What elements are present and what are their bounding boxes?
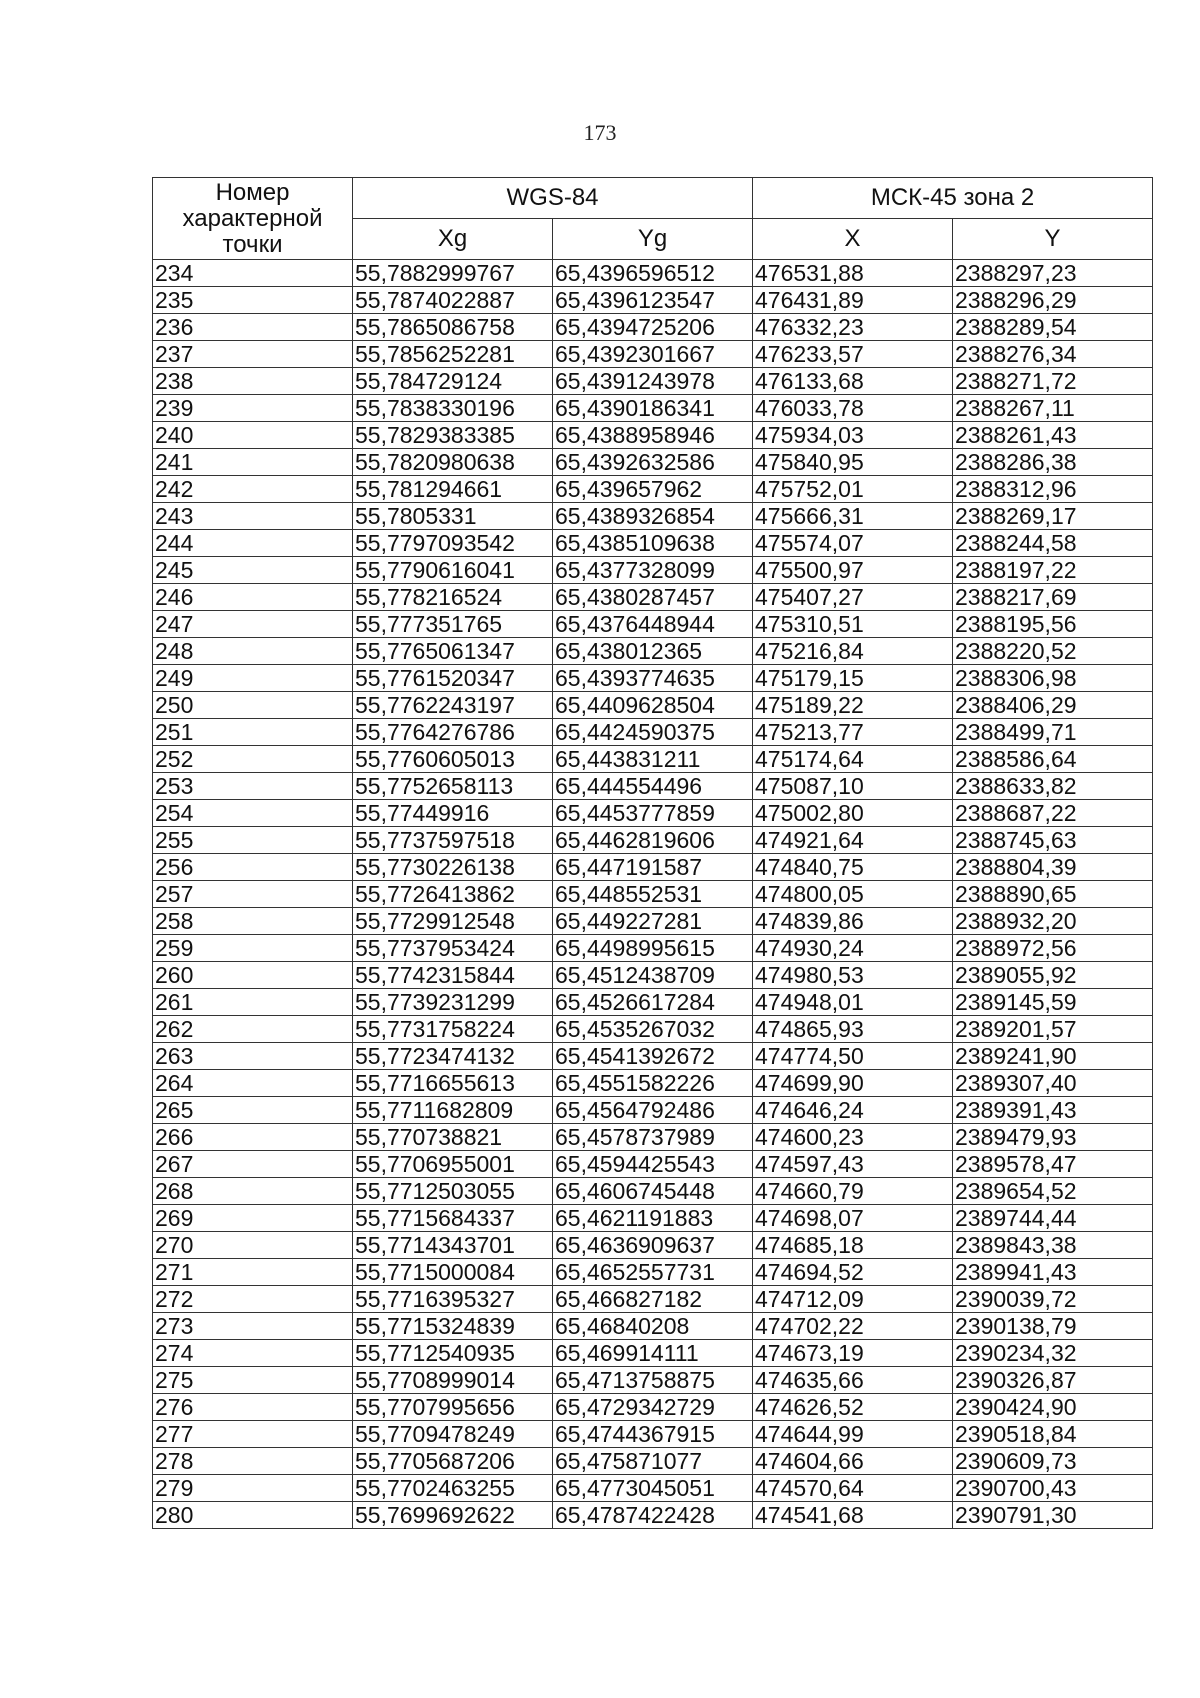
cell-xg: 55,7737597518 — [353, 827, 553, 854]
cell-yg: 65,4512438709 — [553, 962, 753, 989]
cell-xg: 55,7865086758 — [353, 314, 553, 341]
cell-x: 474541,68 — [753, 1502, 953, 1529]
cell-y: 2389941,43 — [953, 1259, 1153, 1286]
cell-xg: 55,7726413862 — [353, 881, 553, 908]
cell-y: 2390234,32 — [953, 1340, 1153, 1367]
cell-yg: 65,4389326854 — [553, 503, 753, 530]
cell-point-number: 274 — [153, 1340, 353, 1367]
cell-point-number: 258 — [153, 908, 353, 935]
cell-point-number: 259 — [153, 935, 353, 962]
cell-yg: 65,4773045051 — [553, 1475, 753, 1502]
cell-x: 476431,89 — [753, 287, 953, 314]
cell-y: 2388804,39 — [953, 854, 1153, 881]
cell-point-number: 253 — [153, 773, 353, 800]
cell-xg: 55,7712540935 — [353, 1340, 553, 1367]
cell-y: 2388289,54 — [953, 314, 1153, 341]
table-row — [153, 908, 1153, 935]
cell-y: 2388633,82 — [953, 773, 1153, 800]
cell-point-number: 249 — [153, 665, 353, 692]
table-row — [153, 1421, 1153, 1448]
cell-yg: 65,4385109638 — [553, 530, 753, 557]
cell-point-number: 276 — [153, 1394, 353, 1421]
cell-point-number: 252 — [153, 746, 353, 773]
cell-y: 2390609,73 — [953, 1448, 1153, 1475]
header-point-number: Номер характерной точки — [153, 178, 353, 260]
cell-point-number: 266 — [153, 1124, 353, 1151]
cell-xg: 55,7711682809 — [353, 1097, 553, 1124]
cell-yg: 65,4729342729 — [553, 1394, 753, 1421]
cell-x: 476332,23 — [753, 314, 953, 341]
cell-y: 2388745,63 — [953, 827, 1153, 854]
cell-x: 474597,43 — [753, 1151, 953, 1178]
table-row — [153, 1286, 1153, 1313]
cell-y: 2388271,72 — [953, 368, 1153, 395]
table-row — [153, 1232, 1153, 1259]
cell-xg: 55,7709478249 — [353, 1421, 553, 1448]
table-row — [153, 557, 1153, 584]
cell-x: 475840,95 — [753, 449, 953, 476]
cell-y: 2388932,20 — [953, 908, 1153, 935]
cell-point-number: 235 — [153, 287, 353, 314]
header-wgs84-group: WGS-84 — [353, 178, 753, 219]
cell-xg: 55,7729912548 — [353, 908, 553, 935]
cell-xg: 55,7715684337 — [353, 1205, 553, 1232]
cell-y: 2388220,52 — [953, 638, 1153, 665]
cell-yg: 65,475871077 — [553, 1448, 753, 1475]
cell-point-number: 268 — [153, 1178, 353, 1205]
cell-xg: 55,7838330196 — [353, 395, 553, 422]
cell-point-number: 275 — [153, 1367, 353, 1394]
cell-yg: 65,447191587 — [553, 854, 753, 881]
cell-xg: 55,7707995656 — [353, 1394, 553, 1421]
header-x: X — [753, 219, 953, 260]
cell-x: 474930,24 — [753, 935, 953, 962]
cell-y: 2388276,34 — [953, 341, 1153, 368]
cell-xg: 55,7699692622 — [353, 1502, 553, 1529]
page-number: 173 — [583, 120, 617, 145]
cell-yg: 65,4621191883 — [553, 1205, 753, 1232]
table-row — [153, 1151, 1153, 1178]
cell-xg: 55,7856252281 — [353, 341, 553, 368]
table-row — [153, 1367, 1153, 1394]
cell-x: 474600,23 — [753, 1124, 953, 1151]
cell-xg: 55,7874022887 — [353, 287, 553, 314]
header-yg: Yg — [553, 219, 753, 260]
cell-xg: 55,7797093542 — [353, 530, 553, 557]
table-row — [153, 314, 1153, 341]
cell-yg: 65,4541392672 — [553, 1043, 753, 1070]
table-row — [153, 1502, 1153, 1529]
table-row — [153, 530, 1153, 557]
table-row — [153, 611, 1153, 638]
cell-xg: 55,7805331 — [353, 503, 553, 530]
cell-point-number: 271 — [153, 1259, 353, 1286]
cell-y: 2389391,43 — [953, 1097, 1153, 1124]
cell-x: 475174,64 — [753, 746, 953, 773]
cell-point-number: 270 — [153, 1232, 353, 1259]
cell-point-number: 267 — [153, 1151, 353, 1178]
cell-yg: 65,4606745448 — [553, 1178, 753, 1205]
cell-yg: 65,4564792486 — [553, 1097, 753, 1124]
cell-yg: 65,4377328099 — [553, 557, 753, 584]
header-y: Y — [953, 219, 1153, 260]
table-row — [153, 1178, 1153, 1205]
cell-y: 2388499,71 — [953, 719, 1153, 746]
cell-x: 474660,79 — [753, 1178, 953, 1205]
cell-y: 2388972,56 — [953, 935, 1153, 962]
cell-yg: 65,4376448944 — [553, 611, 753, 638]
cell-yg: 65,469914111 — [553, 1340, 753, 1367]
table-row — [153, 638, 1153, 665]
cell-yg: 65,443831211 — [553, 746, 753, 773]
cell-point-number: 262 — [153, 1016, 353, 1043]
cell-yg: 65,4713758875 — [553, 1367, 753, 1394]
cell-xg: 55,7752658113 — [353, 773, 553, 800]
table-row — [153, 1475, 1153, 1502]
cell-yg: 65,438012365 — [553, 638, 753, 665]
cell-point-number: 264 — [153, 1070, 353, 1097]
cell-yg: 65,444554496 — [553, 773, 753, 800]
cell-yg: 65,4394725206 — [553, 314, 753, 341]
cell-point-number: 277 — [153, 1421, 353, 1448]
table-row — [153, 503, 1153, 530]
table-row — [153, 854, 1153, 881]
cell-point-number: 239 — [153, 395, 353, 422]
cell-yg: 65,4498995615 — [553, 935, 753, 962]
table-row — [153, 449, 1153, 476]
cell-x: 475666,31 — [753, 503, 953, 530]
cell-point-number: 260 — [153, 962, 353, 989]
cell-yg: 65,4551582226 — [553, 1070, 753, 1097]
cell-xg: 55,7706955001 — [353, 1151, 553, 1178]
cell-x: 475752,01 — [753, 476, 953, 503]
cell-y: 2389578,47 — [953, 1151, 1153, 1178]
cell-yg: 65,4380287457 — [553, 584, 753, 611]
table-row — [153, 800, 1153, 827]
cell-yg: 65,4526617284 — [553, 989, 753, 1016]
cell-x: 476233,57 — [753, 341, 953, 368]
cell-x: 474774,50 — [753, 1043, 953, 1070]
cell-point-number: 280 — [153, 1502, 353, 1529]
cell-point-number: 272 — [153, 1286, 353, 1313]
cell-point-number: 247 — [153, 611, 353, 638]
cell-y: 2389479,93 — [953, 1124, 1153, 1151]
cell-xg: 55,778216524 — [353, 584, 553, 611]
table-row — [153, 1448, 1153, 1475]
table-row — [153, 1016, 1153, 1043]
cell-y: 2389843,38 — [953, 1232, 1153, 1259]
cell-xg: 55,7765061347 — [353, 638, 553, 665]
cell-point-number: 234 — [153, 260, 353, 287]
cell-yg: 65,4393774635 — [553, 665, 753, 692]
cell-point-number: 256 — [153, 854, 353, 881]
cell-y: 2388244,58 — [953, 530, 1153, 557]
cell-x: 474635,66 — [753, 1367, 953, 1394]
cell-y: 2390700,43 — [953, 1475, 1153, 1502]
cell-xg: 55,7820980638 — [353, 449, 553, 476]
cell-xg: 55,781294661 — [353, 476, 553, 503]
cell-xg: 55,770738821 — [353, 1124, 553, 1151]
cell-point-number: 273 — [153, 1313, 353, 1340]
cell-x: 476133,68 — [753, 368, 953, 395]
cell-point-number: 244 — [153, 530, 353, 557]
cell-xg: 55,7762243197 — [353, 692, 553, 719]
cell-x: 475087,10 — [753, 773, 953, 800]
cell-x: 474604,66 — [753, 1448, 953, 1475]
cell-yg: 65,4535267032 — [553, 1016, 753, 1043]
cell-y: 2388217,69 — [953, 584, 1153, 611]
cell-yg: 65,449227281 — [553, 908, 753, 935]
cell-x: 474921,64 — [753, 827, 953, 854]
cell-x: 474980,53 — [753, 962, 953, 989]
cell-point-number: 254 — [153, 800, 353, 827]
cell-x: 474839,86 — [753, 908, 953, 935]
cell-y: 2389055,92 — [953, 962, 1153, 989]
table-row — [153, 287, 1153, 314]
cell-yg: 65,4744367915 — [553, 1421, 753, 1448]
cell-y: 2390424,90 — [953, 1394, 1153, 1421]
table-row — [153, 1124, 1153, 1151]
cell-x: 474865,93 — [753, 1016, 953, 1043]
cell-x: 475934,03 — [753, 422, 953, 449]
cell-point-number: 269 — [153, 1205, 353, 1232]
table-body — [153, 260, 1153, 1529]
cell-yg: 65,4636909637 — [553, 1232, 753, 1259]
table-row — [153, 1313, 1153, 1340]
cell-x: 476033,78 — [753, 395, 953, 422]
cell-y: 2388297,23 — [953, 260, 1153, 287]
cell-xg: 55,7714343701 — [353, 1232, 553, 1259]
cell-x: 474570,64 — [753, 1475, 953, 1502]
cell-point-number: 263 — [153, 1043, 353, 1070]
cell-x: 474800,05 — [753, 881, 953, 908]
cell-y: 2388261,43 — [953, 422, 1153, 449]
cell-x: 474699,90 — [753, 1070, 953, 1097]
cell-x: 475002,80 — [753, 800, 953, 827]
cell-y: 2388890,65 — [953, 881, 1153, 908]
cell-point-number: 238 — [153, 368, 353, 395]
cell-xg: 55,784729124 — [353, 368, 553, 395]
cell-y: 2388687,22 — [953, 800, 1153, 827]
cell-point-number: 242 — [153, 476, 353, 503]
cell-point-number: 279 — [153, 1475, 353, 1502]
cell-point-number: 243 — [153, 503, 353, 530]
cell-yg: 65,4388958946 — [553, 422, 753, 449]
cell-xg: 55,7731758224 — [353, 1016, 553, 1043]
cell-point-number: 265 — [153, 1097, 353, 1124]
cell-y: 2388296,29 — [953, 287, 1153, 314]
cell-x: 474694,52 — [753, 1259, 953, 1286]
cell-yg: 65,4787422428 — [553, 1502, 753, 1529]
cell-y: 2388406,29 — [953, 692, 1153, 719]
cell-x: 475500,97 — [753, 557, 953, 584]
cell-yg: 65,439657962 — [553, 476, 753, 503]
cell-y: 2389307,40 — [953, 1070, 1153, 1097]
table-row — [153, 746, 1153, 773]
cell-x: 475407,27 — [753, 584, 953, 611]
cell-yg: 65,4652557731 — [553, 1259, 753, 1286]
cell-xg: 55,7882999767 — [353, 260, 553, 287]
cell-yg: 65,46840208 — [553, 1313, 753, 1340]
cell-xg: 55,7716395327 — [353, 1286, 553, 1313]
cell-x: 474712,09 — [753, 1286, 953, 1313]
table-row — [153, 935, 1153, 962]
cell-xg: 55,7764276786 — [353, 719, 553, 746]
cell-x: 475574,07 — [753, 530, 953, 557]
cell-y: 2388269,17 — [953, 503, 1153, 530]
cell-xg: 55,7712503055 — [353, 1178, 553, 1205]
cell-point-number: 257 — [153, 881, 353, 908]
cell-y: 2390518,84 — [953, 1421, 1153, 1448]
cell-yg: 65,4594425543 — [553, 1151, 753, 1178]
cell-point-number: 251 — [153, 719, 353, 746]
cell-y: 2388195,56 — [953, 611, 1153, 638]
cell-x: 474644,99 — [753, 1421, 953, 1448]
cell-point-number: 237 — [153, 341, 353, 368]
cell-point-number: 245 — [153, 557, 353, 584]
table-row — [153, 773, 1153, 800]
cell-y: 2390039,72 — [953, 1286, 1153, 1313]
cell-y: 2390138,79 — [953, 1313, 1153, 1340]
table-row — [153, 341, 1153, 368]
cell-yg: 65,4453777859 — [553, 800, 753, 827]
cell-point-number: 250 — [153, 692, 353, 719]
table-row — [153, 1259, 1153, 1286]
table-row — [153, 827, 1153, 854]
cell-xg: 55,7739231299 — [353, 989, 553, 1016]
table-row — [153, 1043, 1153, 1070]
cell-yg: 65,4396123547 — [553, 287, 753, 314]
table-row — [153, 395, 1153, 422]
cell-point-number: 248 — [153, 638, 353, 665]
cell-yg: 65,466827182 — [553, 1286, 753, 1313]
table-row — [153, 881, 1153, 908]
table-row — [153, 1394, 1153, 1421]
cell-y: 2388312,96 — [953, 476, 1153, 503]
cell-xg: 55,7702463255 — [353, 1475, 553, 1502]
cell-x: 474673,19 — [753, 1340, 953, 1367]
cell-xg: 55,7708999014 — [353, 1367, 553, 1394]
cell-point-number: 246 — [153, 584, 353, 611]
table-row — [153, 422, 1153, 449]
cell-x: 474698,07 — [753, 1205, 953, 1232]
cell-yg: 65,4409628504 — [553, 692, 753, 719]
cell-y: 2388586,64 — [953, 746, 1153, 773]
cell-x: 476531,88 — [753, 260, 953, 287]
cell-xg: 55,7715324839 — [353, 1313, 553, 1340]
cell-yg: 65,4578737989 — [553, 1124, 753, 1151]
cell-point-number: 261 — [153, 989, 353, 1016]
cell-xg: 55,7716655613 — [353, 1070, 553, 1097]
table-row — [153, 260, 1153, 287]
table-row — [153, 368, 1153, 395]
cell-x: 475310,51 — [753, 611, 953, 638]
cell-y: 2389145,59 — [953, 989, 1153, 1016]
table-row — [153, 1097, 1153, 1124]
cell-xg: 55,7790616041 — [353, 557, 553, 584]
cell-y: 2388286,38 — [953, 449, 1153, 476]
cell-yg: 65,448552531 — [553, 881, 753, 908]
cell-x: 474646,24 — [753, 1097, 953, 1124]
table-row — [153, 692, 1153, 719]
cell-x: 475179,15 — [753, 665, 953, 692]
table-row — [153, 962, 1153, 989]
cell-xg: 55,7737953424 — [353, 935, 553, 962]
cell-x: 475213,77 — [753, 719, 953, 746]
cell-y: 2388197,22 — [953, 557, 1153, 584]
cell-point-number: 278 — [153, 1448, 353, 1475]
cell-x: 475216,84 — [753, 638, 953, 665]
coordinates-table — [152, 177, 1153, 1529]
cell-point-number: 255 — [153, 827, 353, 854]
cell-xg: 55,7723474132 — [353, 1043, 553, 1070]
cell-y: 2390791,30 — [953, 1502, 1153, 1529]
cell-yg: 65,4392301667 — [553, 341, 753, 368]
cell-yg: 65,4390186341 — [553, 395, 753, 422]
cell-x: 475189,22 — [753, 692, 953, 719]
cell-y: 2389241,90 — [953, 1043, 1153, 1070]
cell-xg: 55,77449916 — [353, 800, 553, 827]
cell-x: 474702,22 — [753, 1313, 953, 1340]
cell-yg: 65,4462819606 — [553, 827, 753, 854]
cell-point-number: 236 — [153, 314, 353, 341]
cell-y: 2389201,57 — [953, 1016, 1153, 1043]
cell-x: 474685,18 — [753, 1232, 953, 1259]
cell-yg: 65,4391243978 — [553, 368, 753, 395]
cell-xg: 55,7761520347 — [353, 665, 553, 692]
header-xg: Xg — [353, 219, 553, 260]
cell-xg: 55,7705687206 — [353, 1448, 553, 1475]
cell-y: 2389744,44 — [953, 1205, 1153, 1232]
cell-xg: 55,777351765 — [353, 611, 553, 638]
cell-x: 474948,01 — [753, 989, 953, 1016]
cell-xg: 55,7760605013 — [353, 746, 553, 773]
table-header — [153, 178, 1153, 260]
cell-x: 474626,52 — [753, 1394, 953, 1421]
cell-point-number: 240 — [153, 422, 353, 449]
cell-xg: 55,7715000084 — [353, 1259, 553, 1286]
table-row — [153, 665, 1153, 692]
cell-y: 2388306,98 — [953, 665, 1153, 692]
table-row — [153, 989, 1153, 1016]
header-msk45-group: МСК-45 зона 2 — [753, 178, 1153, 219]
cell-y: 2389654,52 — [953, 1178, 1153, 1205]
cell-yg: 65,4424590375 — [553, 719, 753, 746]
table-row — [153, 476, 1153, 503]
cell-x: 474840,75 — [753, 854, 953, 881]
cell-xg: 55,7730226138 — [353, 854, 553, 881]
cell-xg: 55,7742315844 — [353, 962, 553, 989]
cell-y: 2388267,11 — [953, 395, 1153, 422]
cell-y: 2390326,87 — [953, 1367, 1153, 1394]
cell-yg: 65,4396596512 — [553, 260, 753, 287]
table-row — [153, 584, 1153, 611]
cell-yg: 65,4392632586 — [553, 449, 753, 476]
table-row — [153, 719, 1153, 746]
cell-point-number: 241 — [153, 449, 353, 476]
cell-xg: 55,7829383385 — [353, 422, 553, 449]
table-row — [153, 1070, 1153, 1097]
table-row — [153, 1340, 1153, 1367]
table-row — [153, 1205, 1153, 1232]
